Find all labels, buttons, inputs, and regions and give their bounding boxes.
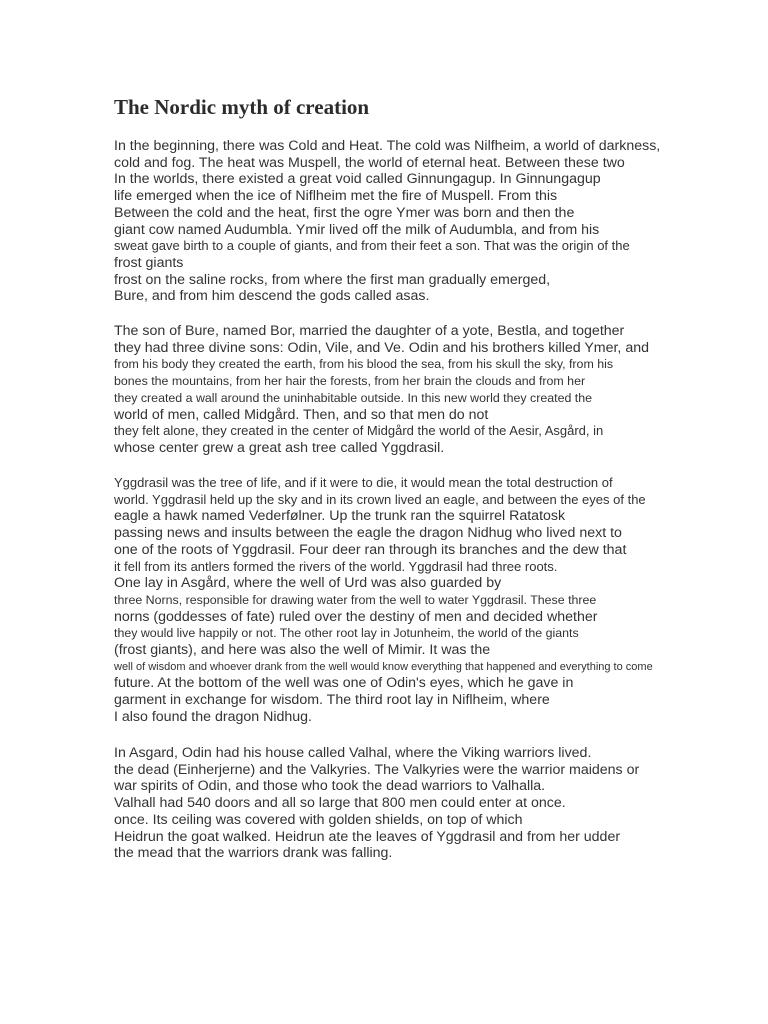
- text-line: norns (goddesses of fate) ruled over the destiny of men and decided whether: [114, 608, 598, 625]
- text-line: they had three divine sons: Odin, Vile, and Ve. Odin and his brothers killed Ymer, and: [114, 339, 649, 356]
- text-line: frost on the saline rocks, from where the first man gradually emerged,: [114, 271, 551, 288]
- text-line: Between the cold and the heat, first the ogre Ymer was born and then the: [114, 204, 575, 221]
- paragraph-2: [114, 323, 714, 457]
- text-line: frost giants: [114, 254, 184, 271]
- text-line: giant cow named Audumbla. Ymir lived off the milk of Audumbla, and from his: [114, 221, 600, 238]
- text-line: bones the mountains, from her hair the forests, from her brain the clouds and from her: [114, 374, 586, 389]
- text-line: life emerged when the ice of Niflheim met the fire of Muspell. From this: [114, 188, 558, 205]
- text-line: once. Its ceiling was covered with golden shields, on top of which: [114, 811, 523, 828]
- text-line: whose center grew a great ash tree called Yggdrasil.: [114, 439, 445, 456]
- text-line: world of men, called Midgård. Then, and so that men do not: [114, 406, 489, 423]
- text-line: one of the roots of Yggdrasil. Four deer ran through its branches and the dew that: [114, 541, 627, 558]
- text-line: I also found the dragon Nidhug.: [114, 708, 312, 725]
- page-title: The Nordic myth of creation: [114, 95, 370, 119]
- text-line: the mead that the warriors drank was falling.: [114, 845, 393, 862]
- text-line: (frost giants), and here was also the well of Mimir. It was the: [114, 642, 491, 659]
- text-line: In Asgard, Odin had his house called Valhal, where the Viking warriors lived.: [114, 745, 592, 761]
- text-line: In the worlds, there existed a great void called Ginnungagup. In Ginnungagup: [114, 171, 601, 188]
- text-line: world. Yggdrasil held up the sky and in its crown lived an eagle, and between the eyes of the: [114, 491, 646, 507]
- text-line: In the beginning, there was Cold and Heat. The cold was Nilfheim, a world of darkness,: [114, 138, 661, 154]
- text-line: they created a wall around the uninhabitable outside. In this new world they created the: [114, 390, 593, 405]
- text-line: it fell from its antlers formed the rivers of the world. Yggdrasil had three roots.: [114, 558, 558, 574]
- text-line: they felt alone, they created in the center of Midgård the world of the Aesir, Asgård, in: [114, 423, 604, 439]
- text-line: Valhall had 540 doors and all so large that 800 men could enter at once.: [114, 795, 566, 812]
- text-line: war spirits of Odin, and those who took the dead warriors to Valhalla.: [114, 778, 546, 795]
- text-line: garment in exchange for wisdom. The third root lay in Niflheim, where: [114, 692, 550, 709]
- text-line: Heidrun the goat walked. Heidrun ate the leaves of Yggdrasil and from her udder: [114, 828, 621, 845]
- text-line: passing news and insults between the eagle the dragon Nidhug who lived next to: [114, 525, 622, 542]
- text-line: they would live happily or not. The other root lay in Jotunheim, the world of the giants: [114, 626, 579, 641]
- text-line: future. At the bottom of the well was one of Odin's eyes, which he gave in: [114, 675, 574, 692]
- text-line: the dead (Einherjerne) and the Valkyries. The Valkyries were the warrior maidens or: [114, 761, 640, 778]
- text-line: cold and fog. The heat was Muspell, the world of eternal heat. Between these two: [114, 154, 625, 171]
- text-line: Yggdrasil was the tree of life, and if it were to die, it would mean the total destruction of: [114, 475, 613, 490]
- paragraph-1: [114, 138, 714, 305]
- text-line: three Norns, responsible for drawing water from the well to water Yggdrasil. These three: [114, 592, 597, 607]
- text-line: The son of Bure, named Bor, married the daughter of a yote, Bestla, and together: [114, 323, 625, 339]
- text-line: Bure, and from him descend the gods called asas.: [114, 288, 430, 305]
- text-line: well of wisdom and whoever drank from the well would know everything that happened and everything to come: [114, 660, 653, 673]
- paragraph-3: [114, 475, 714, 726]
- text-line: eagle a hawk named Vederfølner. Up the trunk ran the squirrel Ratatosk: [114, 508, 566, 525]
- text-line: from his body they created the earth, from his blood the sea, from his skull the sky, from his: [114, 357, 614, 372]
- text-line: sweat gave birth to a couple of giants, and from their feet a son. That was the origin of the: [114, 238, 630, 254]
- paragraph-4: [114, 745, 714, 862]
- text-line: One lay in Asgård, where the well of Urd was also guarded by: [114, 575, 502, 592]
